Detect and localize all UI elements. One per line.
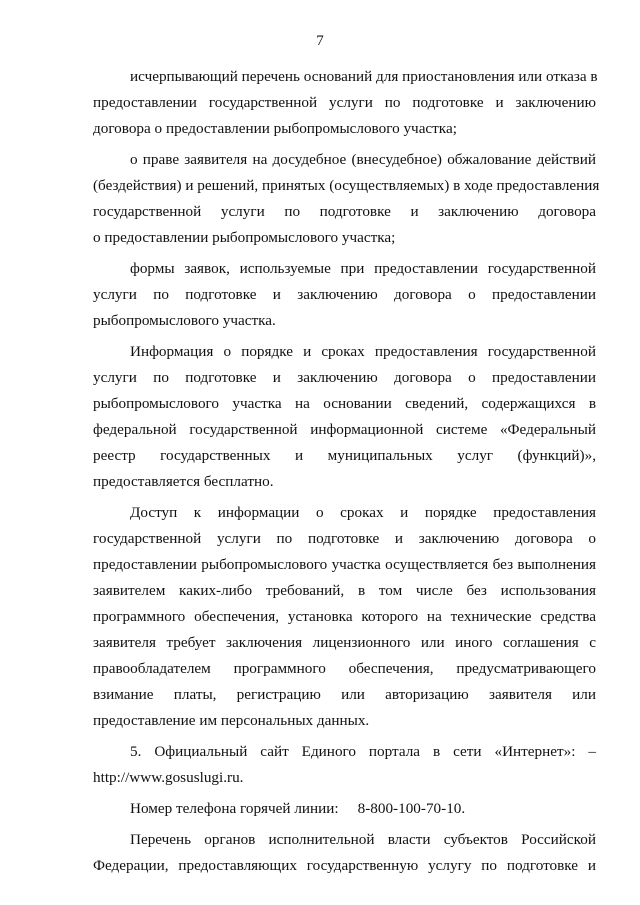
text-line: услуги по подготовке и заключению договора о предоставлении <box>93 369 596 386</box>
text-line: услуги по подготовке и заключению договора о предоставлении <box>93 286 596 303</box>
text-line: Федерации, предоставляющих государственную услугу по подготовке и <box>93 857 596 874</box>
paragraph-access-to-information <box>93 500 596 734</box>
text-line: Информация о порядке и сроках предоставления государственной <box>130 343 596 360</box>
page-number: 7 <box>316 33 324 49</box>
paragraph-information-free <box>93 339 596 495</box>
text-line: государственной услуги по подготовке и заключению договора о <box>93 530 596 547</box>
text-line: 5. Официальный сайт Единого портала в сети «Интернет»: – <box>130 743 596 760</box>
text-line: рыбопромыслового участка. <box>93 312 276 329</box>
paragraph-right-to-appeal <box>93 147 600 251</box>
paragraph-hotline <box>93 796 596 822</box>
text-line: договора о предоставлении рыбопромыслового участка; <box>93 120 457 137</box>
text-line: о предоставлении рыбопромыслового участка; <box>93 229 396 246</box>
text-line: рыбопромыслового участка на основании сведений, содержащихся в <box>93 395 596 412</box>
text-line: формы заявок, используемые при предоставлении государственной <box>130 260 596 277</box>
document-body <box>93 64 600 879</box>
hotline-number: Номер телефона горячей линии: 8-800-100-70-10. <box>130 800 466 817</box>
text-line: предоставлении рыбопромыслового участка осуществляется без выполнения <box>93 556 596 573</box>
text-line: Перечень органов исполнительной власти субъектов Российской <box>130 831 596 848</box>
text-line: (бездействия) и решений, принятых (осуществляемых) в ходе предоставления <box>93 177 600 194</box>
text-line: заявителем каких-либо требований, в том числе без использования <box>93 582 596 599</box>
paragraph-grounds-for-refusal <box>93 64 596 142</box>
paragraph-list-of-authorities <box>93 827 596 879</box>
text-line: предоставлении государственной услуги по подготовке и заключению <box>93 94 596 111</box>
text-line: предоставление им персональных данных. <box>93 712 370 729</box>
text-line: федеральной государственной информационной системе «Федеральный <box>93 421 596 438</box>
portal-url: http://www.gosuslugi.ru. <box>93 769 244 786</box>
text-line: исчерпывающий перечень оснований для приостановления или отказа в <box>130 68 598 85</box>
text-line: предоставляется бесплатно. <box>93 473 274 490</box>
text-line: реестр государственных и муниципальных услуг (функций)», <box>93 447 596 464</box>
text-line: правообладателем программного обеспечения, предусматривающего <box>93 660 596 677</box>
text-line: программного обеспечения, установка которого на технические средства <box>93 608 596 625</box>
text-line: заявителя требует заключения лицензионного или иного соглашения с <box>93 634 596 651</box>
text-line: государственной услуги по подготовке и заключению договора <box>93 203 596 220</box>
text-line: взимание платы, регистрацию или авторизацию заявителя или <box>93 686 596 703</box>
text-line: Доступ к информации о сроках и порядке предоставления <box>130 504 596 521</box>
text-line: о праве заявителя на досудебное (внесудебное) обжалование действий <box>130 151 596 168</box>
paragraph-application-forms <box>93 256 596 334</box>
paragraph-official-site <box>93 739 596 791</box>
